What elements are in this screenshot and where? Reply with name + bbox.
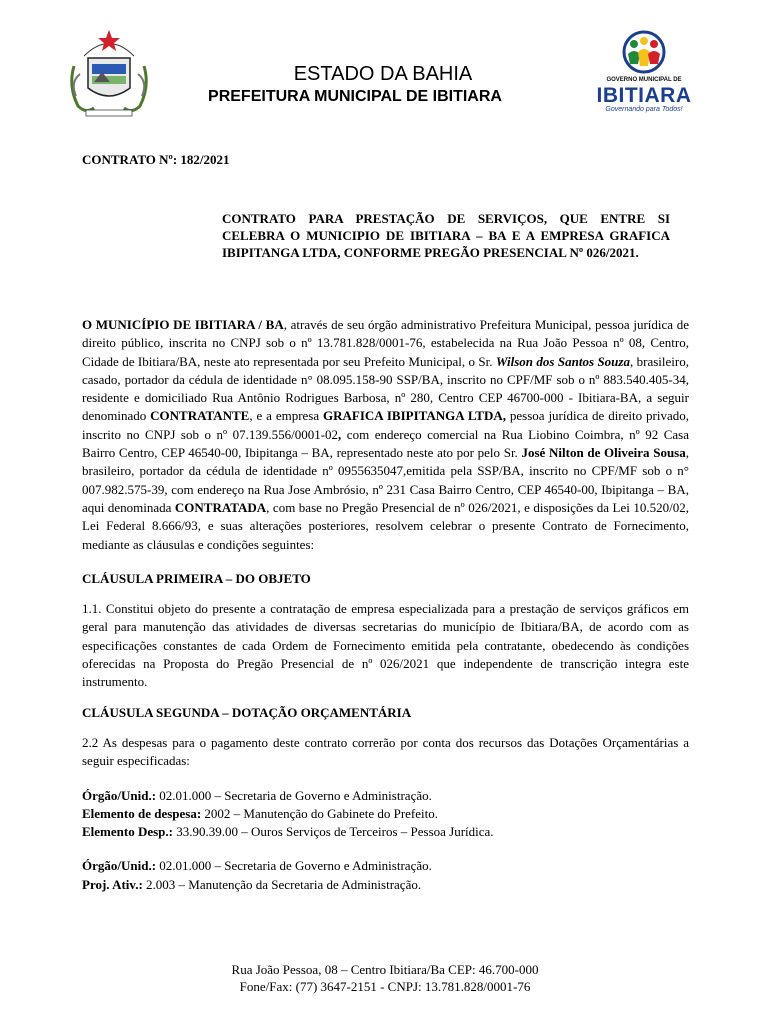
budget-value: 2.003 – Manutenção da Secretaria de Administração. [142, 876, 422, 892]
budget-label: Elemento de despesa: [82, 805, 202, 821]
contract-subject: CONTRATO PARA PRESTAÇÃO DE SERVIÇOS, QUE ENTRE SI CELEBRA O MUNICIPIO DE IBITIARA – BA E A EMPRESA GRAFICA IBIPITANGA LTDA, CONFORME PREGÃO PRESENCIAL Nº 026/2021. [222, 211, 670, 260]
footer-address: Rua João Pessoa, 08 – Centro Ibitiara/Ba CEP: 46.700-000 [231, 962, 539, 977]
budget-line [82, 787, 689, 805]
municipio-name: O MUNICÍPIO DE IBITIARA / BA [82, 317, 284, 332]
prefeito-name: Wilson dos Santos Souza [495, 353, 630, 369]
clause2-title: CLÁUSULA SEGUNDA – DOTAÇÃO ORÇAMENTÁRIA [82, 704, 412, 720]
budget-line [82, 876, 689, 894]
clause1-title: CLÁUSULA PRIMEIRA – DO OBJETO [82, 570, 311, 586]
budget-value: 02.01.000 – Secretaria de Governo e Administração. [156, 787, 432, 803]
budget-line [82, 857, 689, 875]
preamble-text-4: pessoa jurídica de direito privado, inscrito no CNPJ sob o nº 07.139.556/0001-02 [82, 408, 689, 442]
preamble-text-3: , e a empresa [249, 408, 324, 424]
logo-subtitle: GOVERNO MUNICIPAL DE [606, 77, 682, 83]
clause2-text: 2.2 As despesas para o pagamento deste contrato correrão por conta dos recursos das Dotações Orçamentárias a seguir especificadas: [82, 734, 689, 769]
page-footer [0, 961, 770, 995]
budget-block-1 [82, 787, 689, 842]
preamble-text-6: , brasileiro, portador da cédula de identidade nº 0955635047,emitida pela SSP/BA, inscrito no CPF/MF sob o n° 007.982.575-39, com endereço na Rua Jose Ambrósio, nº 231 Casa Bairro Centro, CEP 46540-00, Ibipitanga – BA, aqui denominada [82, 445, 689, 515]
clause1-text: 1.1. Constitui objeto do presente a contratação de empresa especializada para a prestação de serviços gráficos em geral para manutenção das atividades de diversas secretarias do município de Ibitiara/BA, de acordo com as especificações constantes de cada Ordem de Fornecimento emitida pela contratante, obedecendo às condições oferecidas na Proposta do Pregão Presencial de nº 026/2021 que independente de transcrição integra este instrumento. [82, 601, 689, 690]
contract-body [82, 316, 689, 894]
state-title: ESTADO DA BAHIA [293, 63, 473, 85]
budget-value: 2002 – Manutenção do Gabinete do Prefeito. [201, 805, 438, 821]
preamble-text-2: , brasileiro, casado, portador da cédula de identidade n° 08.095.158-90 SSP/BA, inscrito no CPF/MF sob o nº 883.540.405-34, residente e domiciliado Rua Antônio Rodrigues Barbosa, nº 280, Centro CEP 46700-000 - Ibitiara-BA, a seguir denominado [82, 353, 689, 424]
contract-number: CONTRATO Nº: 182/2021 [82, 152, 230, 167]
preamble-paragraph [82, 316, 689, 554]
preamble-text-5: com endereço comercial na Rua Liobino Coimbra, nº 92 Casa Bairro Centro, CEP 46540-00, Ibipitanga – BA, representado neste ato por pelo Sr. [82, 426, 689, 461]
budget-value: 33.90.39.00 – Ouros Serviços de Terceiros – Pessoa Jurídica. [173, 824, 494, 840]
preamble-text-7: , com base no Pregão Presencial de nº 026/2021, e disposições da Lei 10.520/02, Lei Federal 8.666/93, e suas alterações posteriores, resolvem celebrar o presente Contrato de Fornecimento, mediante as cláusulas e condições seguintes: [82, 499, 689, 552]
budget-label: Órgão/Unid.: [82, 787, 157, 803]
budget-label: Órgão/Unid.: [82, 858, 157, 874]
budget-line [82, 805, 689, 823]
budget-block-2 [82, 857, 689, 894]
footer-contact: Fone/Fax: (77) 3647-2151 - CNPJ: 13.781.828/0001-76 [239, 979, 531, 994]
budget-label: Elemento Desp.: [82, 824, 173, 840]
empresa-name: GRAFICA IBIPITANGA LTDA, [323, 408, 506, 424]
budget-value: 02.01.000 – Secretaria de Governo e Administração. [156, 858, 432, 874]
preamble-comma: , [338, 426, 342, 442]
prefeitura-title: PREFEITURA MUNICIPAL DE IBITIARA [208, 88, 502, 105]
logo-slogan: Governando para Todos! [605, 106, 683, 113]
budget-line [82, 823, 689, 841]
budget-label: Proj. Ativ.: [82, 876, 143, 892]
representante-name: José Nilton de Oliveira Sousa [521, 445, 686, 461]
contratante-label: CONTRATANTE [150, 408, 250, 424]
preamble-text-1: , através de seu órgão administrativo Prefeitura Municipal, pessoa jurídica de direito público, inscrita no CNPJ sob o nº 13.781.828/0001-76, estabelecida na Rua João Pessoa nº 08, Centro, Cidade de Ibitiara/BA, neste ato representada por seu Prefeito Municipal, o Sr. [82, 317, 689, 369]
contratada-label: CONTRATADA [174, 499, 267, 515]
logo-name: IBITIARA [596, 84, 692, 107]
